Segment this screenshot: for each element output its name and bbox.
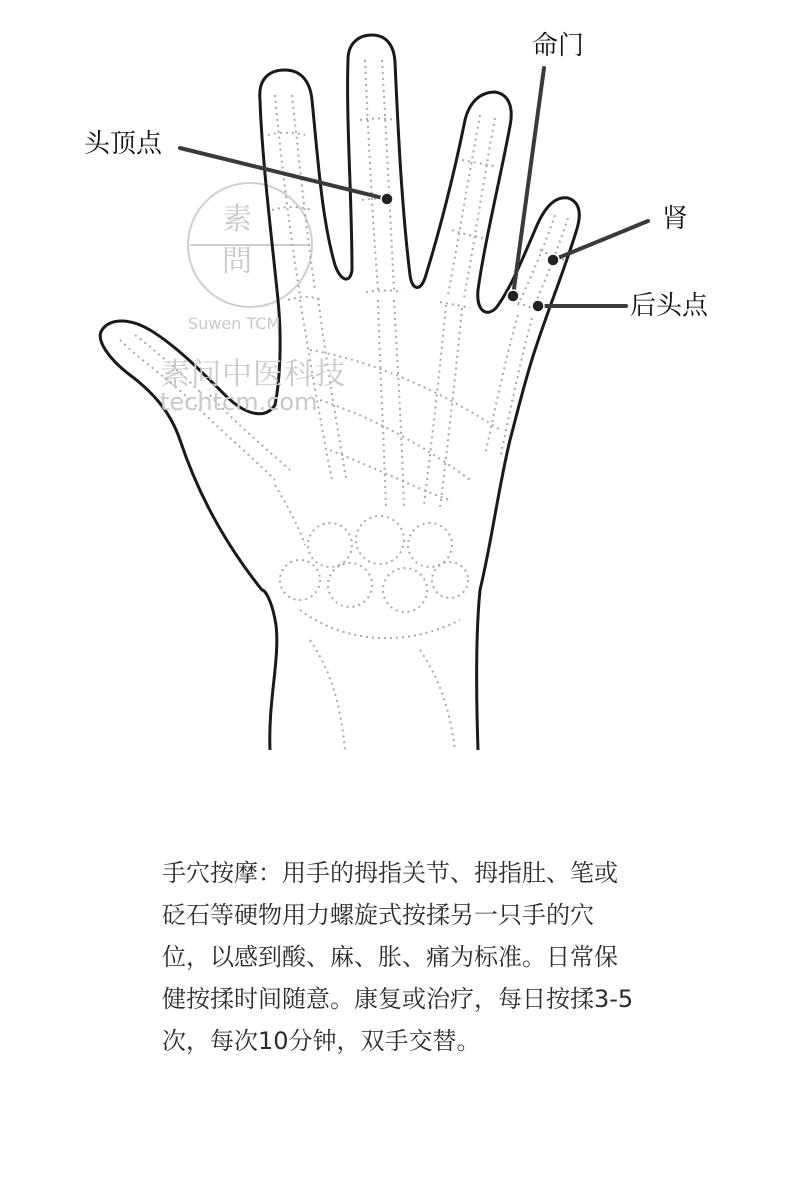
label-shen: 肾 [662,204,689,234]
point-mingmen-marker [507,290,519,302]
point-shen-marker [547,254,559,266]
watermark-subtitle: Suwen TCM [188,314,281,333]
label-mingmen: 命门 [532,31,585,61]
pointer-mingmen [513,68,544,296]
pointer-touding [180,148,387,199]
pointer-shen [553,221,648,260]
point-houtou-marker [532,300,544,312]
label-houtou: 后头点 [630,291,709,321]
label-touding: 头顶点 [84,129,163,159]
watermark-logo-char-bottom: 問 [222,244,252,279]
watermark-logo-char-top: 素 [222,202,252,237]
watermark-name: 素问中医科技 [160,357,346,392]
massage-description: 手穴按摩：用手的拇指关节、拇指肚、笔或砭石等硬物用力螺旋式按揉另一只手的穴位，以感到酸、麻、胀、痛为标准。日常保健按揉时间随意。康复或治疗，每日按揉3-5次，每次10分钟，双手交替。 [162,859,634,1055]
point-touding-marker [381,193,393,205]
watermark-url: techtcm.com [160,388,318,416]
